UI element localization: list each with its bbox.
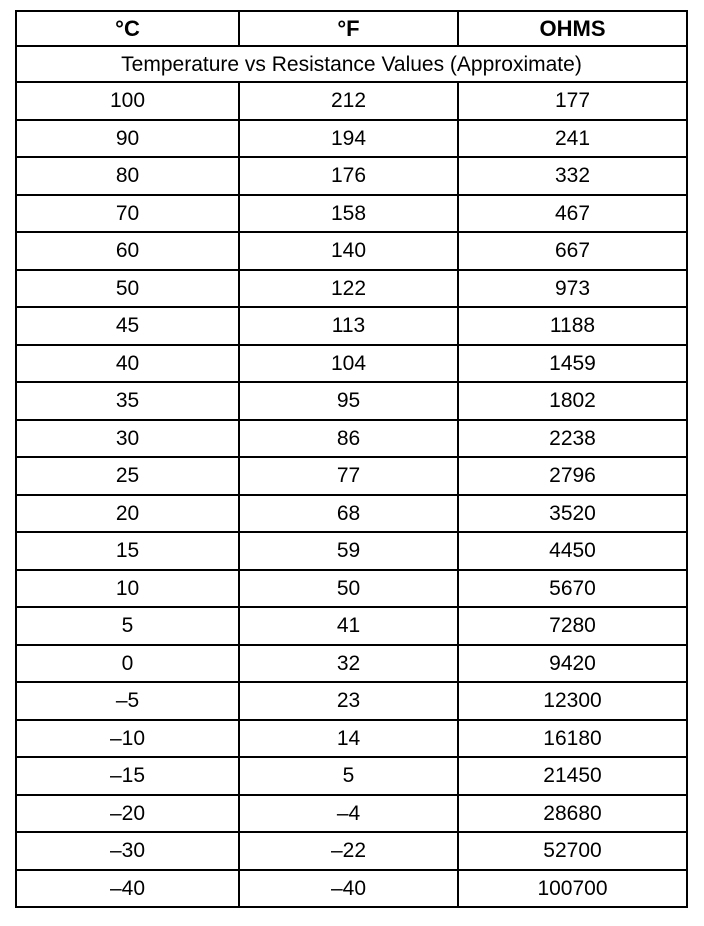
ohms-cell: 2796 <box>458 457 687 495</box>
ohms-cell: 100700 <box>458 870 687 908</box>
table-row <box>16 457 687 495</box>
ohms-cell: 4450 <box>458 532 687 570</box>
ohms-cell: 241 <box>458 120 687 158</box>
table-row <box>16 832 687 870</box>
celsius-cell: 40 <box>16 345 239 383</box>
fahrenheit-cell: 59 <box>239 532 458 570</box>
ohms-cell: 28680 <box>458 795 687 833</box>
celsius-cell: –30 <box>16 832 239 870</box>
ohms-cell: 7280 <box>458 607 687 645</box>
table-row <box>16 382 687 420</box>
temperature-resistance-table <box>15 10 688 908</box>
celsius-cell: 45 <box>16 307 239 345</box>
celsius-cell: 100 <box>16 82 239 120</box>
celsius-cell: 5 <box>16 607 239 645</box>
celsius-cell: 25 <box>16 457 239 495</box>
fahrenheit-cell: 5 <box>239 757 458 795</box>
ohms-cell: 21450 <box>458 757 687 795</box>
ohms-cell: 1802 <box>458 382 687 420</box>
table-row <box>16 495 687 533</box>
fahrenheit-cell: 23 <box>239 682 458 720</box>
table-row <box>16 195 687 233</box>
fahrenheit-cell: 212 <box>239 82 458 120</box>
table-row <box>16 270 687 308</box>
fahrenheit-cell: 140 <box>239 232 458 270</box>
table-row <box>16 720 687 758</box>
fahrenheit-cell: 176 <box>239 157 458 195</box>
table-row <box>16 795 687 833</box>
header-celsius: °C <box>16 11 239 46</box>
fahrenheit-cell: 95 <box>239 382 458 420</box>
celsius-cell: 10 <box>16 570 239 608</box>
temperature-resistance-table-container <box>15 10 686 908</box>
celsius-cell: –10 <box>16 720 239 758</box>
celsius-cell: 60 <box>16 232 239 270</box>
header-ohms: OHMS <box>458 11 687 46</box>
ohms-cell: 467 <box>458 195 687 233</box>
table-row <box>16 82 687 120</box>
ohms-cell: 973 <box>458 270 687 308</box>
fahrenheit-cell: 41 <box>239 607 458 645</box>
ohms-cell: 16180 <box>458 720 687 758</box>
ohms-cell: 3520 <box>458 495 687 533</box>
fahrenheit-cell: 68 <box>239 495 458 533</box>
ohms-cell: 12300 <box>458 682 687 720</box>
fahrenheit-cell: 77 <box>239 457 458 495</box>
celsius-cell: 70 <box>16 195 239 233</box>
fahrenheit-cell: 194 <box>239 120 458 158</box>
ohms-cell: 2238 <box>458 420 687 458</box>
ohms-cell: 177 <box>458 82 687 120</box>
celsius-cell: –40 <box>16 870 239 908</box>
fahrenheit-cell: 14 <box>239 720 458 758</box>
table-row <box>16 345 687 383</box>
ohms-cell: 667 <box>458 232 687 270</box>
table-row <box>16 232 687 270</box>
table-title: Temperature vs Resistance Values (Approximate) <box>16 46 687 82</box>
fahrenheit-cell: 122 <box>239 270 458 308</box>
fahrenheit-cell: 158 <box>239 195 458 233</box>
table-row <box>16 120 687 158</box>
table-row <box>16 682 687 720</box>
fahrenheit-cell: 113 <box>239 307 458 345</box>
fahrenheit-cell: –40 <box>239 870 458 908</box>
table-row <box>16 307 687 345</box>
fahrenheit-cell: 86 <box>239 420 458 458</box>
celsius-cell: –5 <box>16 682 239 720</box>
celsius-cell: 90 <box>16 120 239 158</box>
ohms-cell: 52700 <box>458 832 687 870</box>
table-body <box>16 46 687 907</box>
ohms-cell: 332 <box>458 157 687 195</box>
table-row <box>16 532 687 570</box>
fahrenheit-cell: 32 <box>239 645 458 683</box>
header-fahrenheit: °F <box>239 11 458 46</box>
celsius-cell: 15 <box>16 532 239 570</box>
celsius-cell: 80 <box>16 157 239 195</box>
fahrenheit-cell: 50 <box>239 570 458 608</box>
table-row <box>16 645 687 683</box>
table-row <box>16 607 687 645</box>
fahrenheit-cell: –4 <box>239 795 458 833</box>
table-row <box>16 570 687 608</box>
title-row <box>16 46 687 82</box>
ohms-cell: 5670 <box>458 570 687 608</box>
fahrenheit-cell: 104 <box>239 345 458 383</box>
ohms-cell: 1459 <box>458 345 687 383</box>
fahrenheit-cell: –22 <box>239 832 458 870</box>
celsius-cell: 20 <box>16 495 239 533</box>
celsius-cell: –15 <box>16 757 239 795</box>
table-row <box>16 870 687 908</box>
celsius-cell: 50 <box>16 270 239 308</box>
table-row <box>16 157 687 195</box>
table-row <box>16 757 687 795</box>
ohms-cell: 9420 <box>458 645 687 683</box>
celsius-cell: 0 <box>16 645 239 683</box>
celsius-cell: 35 <box>16 382 239 420</box>
table-row <box>16 420 687 458</box>
ohms-cell: 1188 <box>458 307 687 345</box>
celsius-cell: –20 <box>16 795 239 833</box>
header-row <box>16 11 687 46</box>
celsius-cell: 30 <box>16 420 239 458</box>
